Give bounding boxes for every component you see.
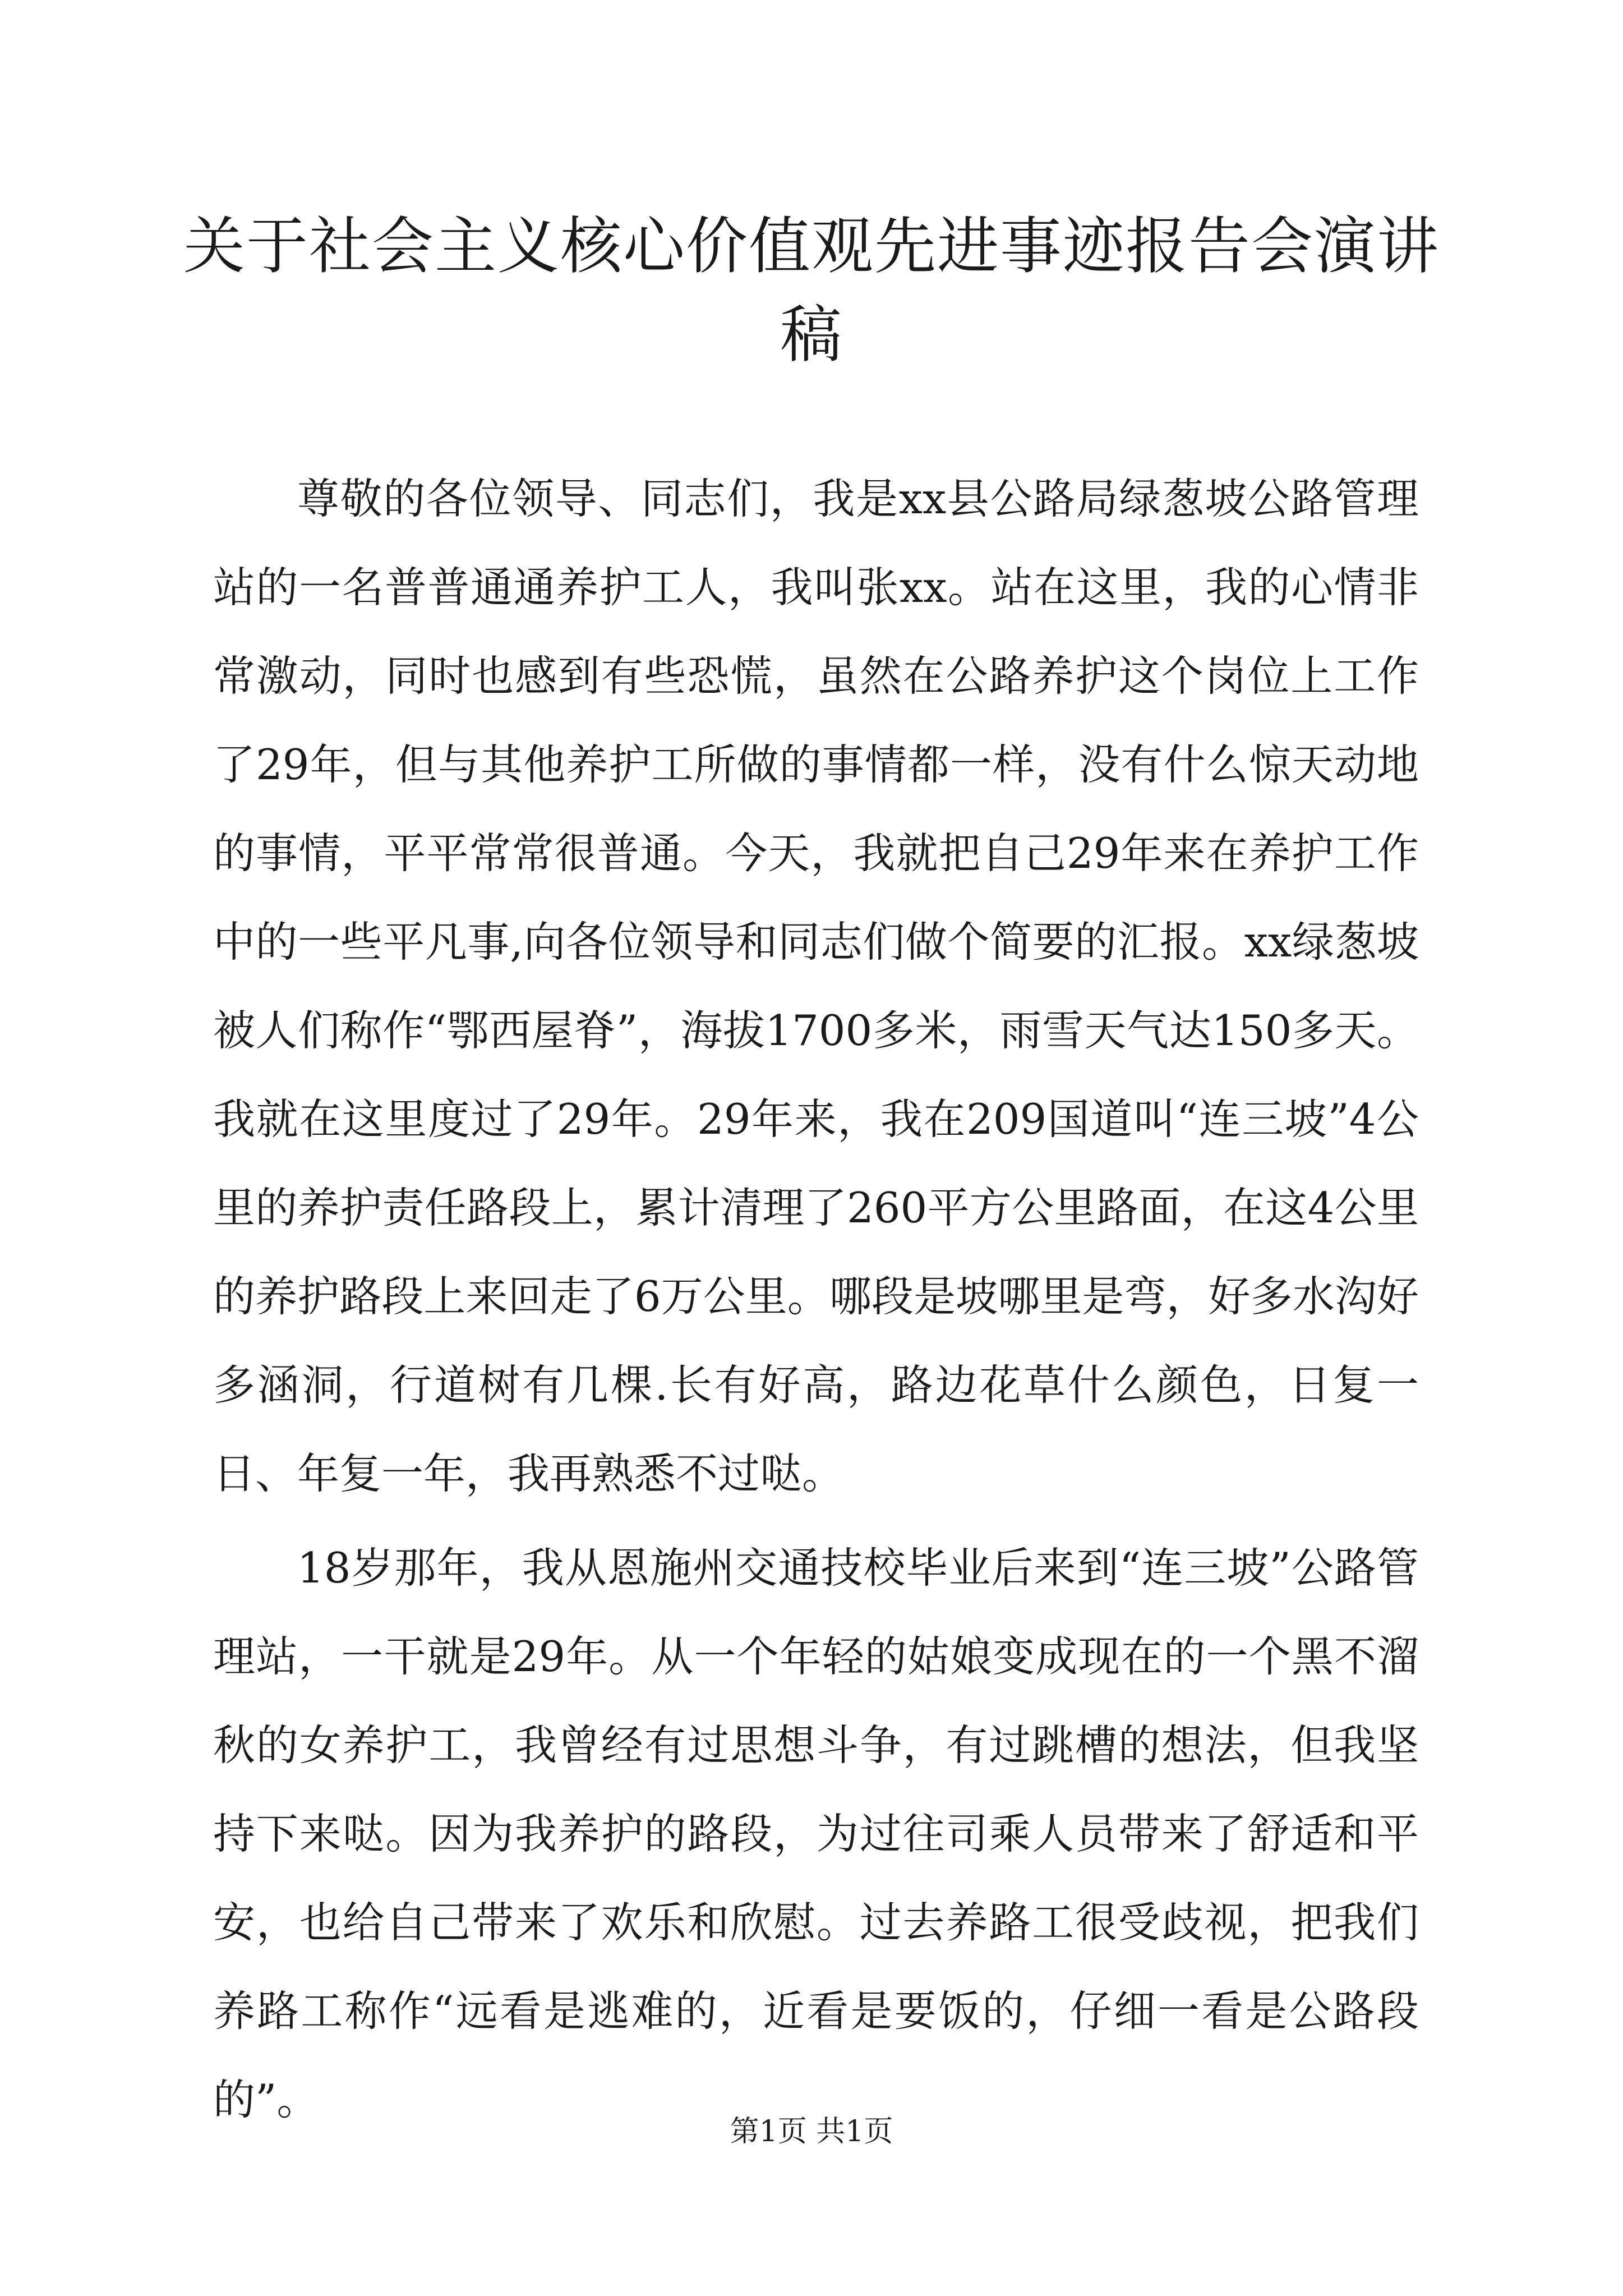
paragraph-1: 尊敬的各位领导、同志们，我是xx县公路局绿葱坡公路管理站的一名普普通通养护工人，我叫张xx。站在这里，我的心情非常激动，同时也感到有些恐慌，虽然在公路养护这个岗位上工作了29年，但与其他养护工所做的事情都一样，没有什么惊天动地的事情，平平常常很普通。今天，我就把自己29年来在养护工作中的一些平凡事,向各位领导和同志们做个简要的汇报。xx绿葱坡被人们称作“鄂西屋脊”，海拔1700多米，雨雪天气达150多天。我就在这里度过了29年。29年来，我在209国道叫“连三坡”4公里的养护责任路段上，累计清理了260平方公里路面，在这4公里的养护路段上来回走了6万公里。哪段是坡哪里是弯，好多水沟好多涵洞，行道树有几棵.长有好高，路边花草什么颜色，日复一日、年复一年，我再熟悉不过哒。 bbox=[213, 474, 1419, 1498]
paragraph-2: 18岁那年，我从恩施州交通技校毕业后来到“连三坡”公路管理站，一干就是29年。从一个年轻的姑娘变成现在的一个黑不溜秋的女养护工，我曾经有过思想斗争，有过跳槽的想法，但我坚持下来哒。因为我养护的路段，为过往司乘人员带来了舒适和平安，也给自己带来了欢乐和欣慰。过去养路工很受歧视，把我们养路工称作“远看是逃难的，近看是要饭的，仔细一看是公路段的”。 bbox=[213, 1543, 1419, 2124]
document-body bbox=[213, 454, 1419, 2144]
page-footer: 第1页 共1页 bbox=[730, 2115, 893, 2148]
document-title: 关于社会主义核心价值观先进事迹报告会演讲稿 bbox=[183, 210, 1440, 371]
